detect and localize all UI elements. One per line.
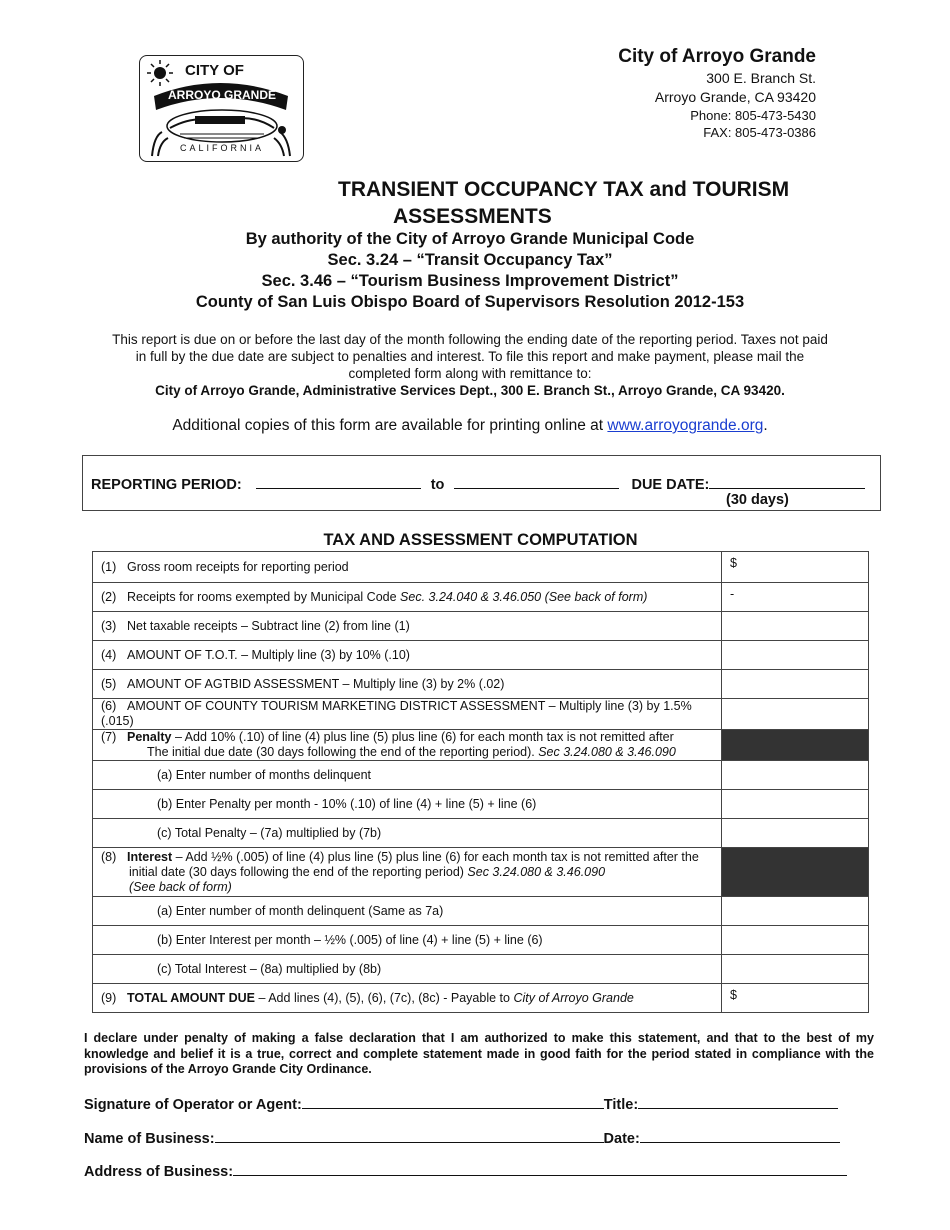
row-2-label: [93, 583, 722, 612]
row-number: (6): [101, 699, 117, 713]
sun-icon: [147, 60, 173, 86]
row-2-amount[interactable]: -: [722, 583, 869, 612]
city-address-block: [618, 45, 816, 141]
row-5-amount[interactable]: [722, 670, 869, 699]
row-3-amount[interactable]: [722, 612, 869, 641]
period-to-label: to: [430, 477, 445, 493]
title-line-1: TRANSIENT OCCUPANCY TAX and TOURISM: [338, 178, 790, 201]
table-row: [93, 612, 869, 641]
mailing-address: City of Arroyo Grande, Administrative Services Dept., 300 E. Branch St., Arroyo Grande, CA 93420.: [155, 383, 785, 398]
intro-text: This report is due on or before the last day of the month following the ending date of the reporting period. Taxes not paid in full by the due date are subject to penalties and interest. To file this report and make payment, please mail the completed form along with remittance to:: [112, 332, 828, 381]
date-field[interactable]: [640, 1128, 840, 1143]
row-7b-amount[interactable]: [722, 790, 869, 819]
row-4-amount[interactable]: [722, 641, 869, 670]
row-7a-amount[interactable]: [722, 761, 869, 790]
row-7b-label: (b) Enter Penalty per month - 10% (.10) of line (4) + line (5) + line (6): [93, 790, 722, 819]
row-reference: Sec 3.24.080 & 3.46.090: [538, 745, 676, 759]
table-row: [93, 897, 869, 926]
row-7-label: [93, 730, 722, 761]
row-text: Gross room receipts for reporting period: [127, 559, 349, 574]
business-name-label: Name of Business:: [84, 1131, 215, 1147]
business-address-label: Address of Business:: [84, 1164, 234, 1180]
table-row: [93, 848, 869, 897]
row-8a-amount[interactable]: [722, 897, 869, 926]
row-heading: Interest: [127, 849, 173, 864]
row-reference-2: (See back of form): [129, 879, 232, 894]
city-name: City of Arroyo Grande: [618, 46, 816, 67]
declaration-text: I declare under penalty of making a false declaration that I am authorized to make this statement, and that to the best of my knowledge and belief it is a true, correct and complete statement made in good faith for the period stated in compliance with the provisions of the Arroyo Grande City Ordinance.: [84, 1031, 874, 1076]
row-8b-amount[interactable]: [722, 926, 869, 955]
city-seal-logo: [139, 55, 304, 162]
row-9-label: [93, 984, 722, 1013]
row-8a-label: (a) Enter number of month delinquent (Same as 7a): [93, 897, 722, 926]
row-reference: Sec. 3.24.040 & 3.46.050 (See back of form): [400, 589, 648, 604]
period-end-field[interactable]: [454, 474, 619, 489]
row-7-shaded-cell: [722, 730, 869, 761]
row-number: (1): [101, 559, 117, 574]
row-7c-label: (c) Total Penalty – (7a) multiplied by (7b): [93, 819, 722, 848]
reporting-period-box: [82, 455, 881, 511]
table-row: [93, 790, 869, 819]
period-start-field[interactable]: [256, 474, 421, 489]
operator-signature-label: Signature of Operator or Agent:: [84, 1097, 302, 1113]
row-text: – Add 10% (.10) of line (4) plus line (5) plus line (6) for each month tax is not remitted after: [171, 730, 674, 744]
row-reference: Sec 3.24.080 & 3.46.090: [467, 864, 606, 879]
table-row: [93, 699, 869, 730]
copies-suffix: .: [763, 417, 768, 434]
logo-banner-text: ARROYO GRANDE: [167, 88, 277, 102]
title-field[interactable]: [638, 1094, 838, 1109]
row-8c-label: (c) Total Interest – (8a) multiplied by (8b): [93, 955, 722, 984]
computation-title: TAX AND ASSESSMENT COMPUTATION: [323, 531, 638, 549]
copies-notice: [100, 417, 840, 435]
intro-paragraph: [110, 331, 830, 399]
copies-text: Additional copies of this form are available for printing online at: [172, 417, 608, 434]
row-6-label: [93, 699, 722, 730]
row-1-amount[interactable]: $: [722, 552, 869, 583]
row-text: Net taxable receipts – Subtract line (2) from line (1): [127, 618, 410, 633]
row-text: Receipts for rooms exempted by Municipal Code: [127, 589, 401, 604]
title-line-2: ASSESSMENTS: [393, 205, 552, 228]
due-date-field[interactable]: [709, 474, 865, 489]
row-number: (7): [101, 730, 117, 744]
computation-table: [92, 551, 869, 1013]
row-6-amount[interactable]: [722, 699, 869, 730]
row-9-amount[interactable]: $: [722, 984, 869, 1013]
city-seal-icon: [140, 56, 303, 161]
business-address-field[interactable]: [233, 1161, 847, 1176]
table-row: [93, 583, 869, 612]
row-text: AMOUNT OF AGTBID ASSESSMENT – Multiply line (3) by 2% (.02): [127, 676, 505, 691]
table-row: [93, 670, 869, 699]
city-state-zip: Arroyo Grande, CA 93420: [654, 89, 816, 105]
table-row: [93, 730, 869, 761]
row-number: (4): [101, 647, 117, 662]
authority-line-1: By authority of the City of Arroyo Grande Municipal Code: [245, 230, 695, 248]
city-fax: FAX: 805-473-0386: [703, 125, 816, 140]
row-number: (9): [101, 990, 117, 1005]
row-text: – Add lines (4), (5), (6), (7c), (8c) - Payable to: [255, 990, 514, 1005]
row-heading: Penalty: [127, 730, 172, 744]
row-reference: City of Arroyo Grande: [513, 990, 634, 1005]
row-8b-label: (b) Enter Interest per month – ½% (.005) of line (4) + line (5) + line (6): [93, 926, 722, 955]
row-1-label: [93, 552, 722, 583]
table-row: [93, 761, 869, 790]
due-date-label: DUE DATE:: [631, 477, 710, 493]
logo-top-text: CITY OF: [185, 62, 244, 79]
row-3-label: [93, 612, 722, 641]
row-text: AMOUNT OF COUNTY TOURISM MARKETING DISTRICT ASSESSMENT – Multiply line (3) by 1.5% (.015): [101, 699, 692, 728]
row-heading: TOTAL AMOUNT DUE: [127, 990, 256, 1005]
row-4-label: [93, 641, 722, 670]
authority-line-2: Sec. 3.24 – “Transit Occupancy Tax”: [327, 251, 613, 269]
business-address-row: [84, 1161, 847, 1180]
row-number: (8): [101, 849, 117, 864]
business-name-row: [84, 1128, 840, 1147]
authority-block: [100, 229, 840, 313]
table-row: [93, 641, 869, 670]
title-label: Title:: [603, 1097, 639, 1113]
city-street: 300 E. Branch St.: [706, 70, 816, 86]
row-7a-label: (a) Enter number of months delinquent: [93, 761, 722, 790]
row-7c-amount[interactable]: [722, 819, 869, 848]
row-number: (3): [101, 618, 117, 633]
table-row: [93, 984, 869, 1013]
table-row: [93, 819, 869, 848]
website-link[interactable]: www.arroyogrande.org: [607, 417, 764, 434]
due-days-note: (30 days): [726, 492, 789, 508]
row-8-shaded-cell: [722, 848, 869, 897]
date-label: Date:: [603, 1131, 640, 1147]
operator-signature-field[interactable]: [302, 1094, 604, 1109]
row-5-label: [93, 670, 722, 699]
row-number: (2): [101, 589, 117, 604]
row-text-2: initial date (30 days following the end of the reporting period): [129, 864, 468, 879]
row-text-2: The initial due date (30 days following the end of the reporting period).: [147, 745, 539, 759]
table-row: [93, 955, 869, 984]
authority-line-4: County of San Luis Obispo Board of Supervisors Resolution 2012-153: [195, 293, 745, 311]
signature-row: [84, 1094, 838, 1113]
row-text: – Add ½% (.005) of line (4) plus line (5) plus line (6) for each month tax is not remitted after the: [172, 849, 699, 864]
business-name-field[interactable]: [215, 1128, 604, 1143]
page-title: [338, 176, 838, 230]
row-text: AMOUNT OF T.O.T. – Multiply line (3) by 10% (.10): [127, 647, 410, 662]
table-row: [93, 926, 869, 955]
row-8c-amount[interactable]: [722, 955, 869, 984]
row-number: (5): [101, 676, 117, 691]
logo-bottom-text: CALIFORNIA: [179, 143, 265, 153]
row-8-label: [93, 848, 722, 897]
table-row: [93, 552, 869, 583]
reporting-period-label: REPORTING PERIOD:: [91, 477, 242, 493]
city-phone: Phone: 805-473-5430: [690, 108, 816, 123]
authority-line-3: Sec. 3.46 – “Tourism Business Improvement District”: [261, 272, 679, 290]
